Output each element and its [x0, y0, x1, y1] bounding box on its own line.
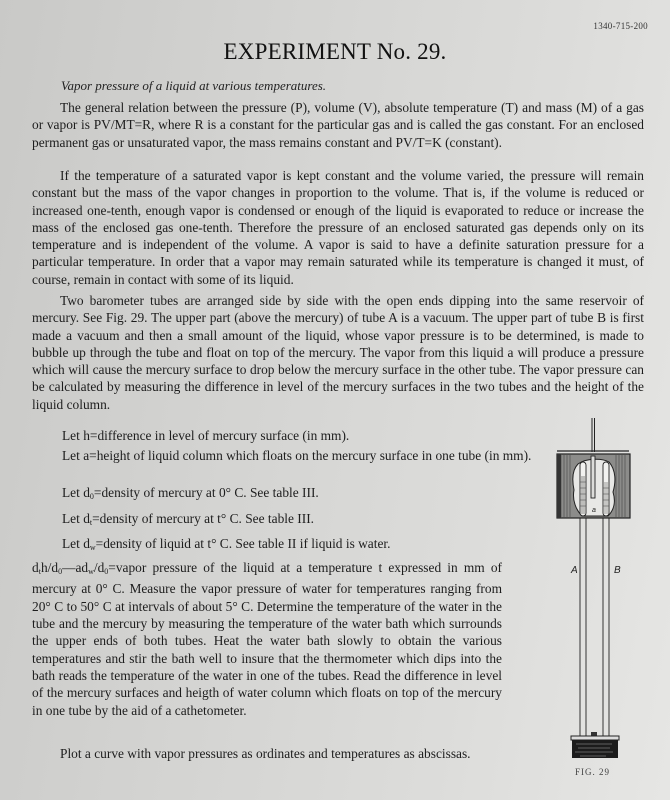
water-bath [557, 454, 630, 518]
procedure-text: =vapor pressure of the liquid at a temperature t expressed in mm of mercury at 0° C. Measure the vapor pressure of water for temperatures ranging from 20° C to 50° C at intervals of about 5° C. Determine the temperature of the water in the tube and the mercury by measuring the temperature of the water bath which surrounds the upper ends of both tubes. Heat the water bath slowly to obtain the various temperatures and stir the bath well to insure that the thermometer which dips into the bath reads the temperature of the water in one of the tubes. Read the difference in level of the mercury surfaces and heigth of water column which floats on top of the mercury in one tube by the aid of a cathetometer. [32, 560, 502, 718]
definition-text: =height of liquid column which floats on the mercury surface in one tube (in mm). [89, 448, 532, 463]
definition-prefix: Let h [62, 428, 90, 443]
definition-text: =density of liquid at t° C. See table II if liquid is water. [95, 536, 391, 551]
definition-prefix: Let d [62, 536, 90, 551]
definition-a [62, 447, 544, 464]
definition-dt [62, 510, 544, 531]
definition-prefix: Let a [62, 448, 90, 463]
definition-text: =density of mercury at 0° C. See table III. [93, 485, 319, 500]
vapor-pressure-formula: $d_th/d_0—ad_w/d_0$ [32, 560, 109, 576]
figure-caption: FIG. 29 [575, 767, 611, 777]
paragraph-plot-instruction: Plot a curve with vapor pressures as ordinates and temperatures as abscissas. [60, 746, 471, 761]
definition-subscript: 0 [89, 492, 94, 501]
barometer-tubes [580, 518, 609, 736]
thermometer-rod [592, 418, 595, 452]
definition-prefix: Let d [62, 485, 90, 500]
paragraph-procedure [32, 559, 502, 719]
liquid-label-a: a [592, 507, 596, 514]
definition-h [62, 427, 544, 444]
tube-label-a: A [571, 565, 578, 576]
experiment-title: EXPERIMENT No. 29. [223, 39, 447, 64]
mercury-reservoir [571, 732, 619, 758]
definition-subscript: t [89, 518, 93, 527]
paragraph-gas-relation: The general relation between the pressure (P), volume (V), absolute temperature (T) and mass (M) of a gas or vapor is PV/MT=R, where R is a constant for the particular gas and is called the gas constant. For an enclosed permanent gas or unsaturated vapor, the mass remains constant and PV/T=K (constant). [32, 100, 644, 150]
barometer-figure [536, 418, 656, 758]
paragraph-barometer-tubes: Two barometer tubes are arranged side by side with the open ends dipping into the same reservoir of mercury. See Fig. 29. The upper part (above the mercury) of tube A is a vacuum. The upper part of tube B is first made a vacuum and then a small amount of the liquid, whose vapor pressure is to be determined, is made to bubble up through the tube and float on top of the mercury. The vapor from this liquid a will produce a pressure which will cause the mercury surface to drop below the mercury surface in the other tube. The vapor pressure can be calculated by measuring the difference in level of the mercury surfaces in the two tubes and the height of the liquid column. [32, 293, 644, 412]
tube-label-b: B [614, 565, 621, 576]
document-number: 1340-715-200 [593, 21, 648, 31]
experiment-subtitle: Vapor pressure of a liquid at various temperatures. [61, 78, 327, 93]
definition-text: =density of mercury at t° C. See table III. [92, 511, 315, 526]
definition-prefix: Let d [62, 511, 90, 526]
definition-subscript: w [89, 543, 96, 552]
definition-d0 [62, 484, 544, 505]
paragraph-saturated-vapor: If the temperature of a saturated vapor is kept constant and the volume varied, the pressure will remain constant but the mass of the vapor changes in proportion to the volume. That is, if the volume is reduced or increased one-tenth, enough vapor is condensed or enough of the liquid is evaporated to reduce or increase the mass of the enclosed gas one-tenth. Therefore the pressure of an enclosed saturated gas depends only on its temperature and is independent of the volume. A vapor is said to have a definite saturation pressure for a particular temperature. In order that a vapor may remain saturated while its temperature is changed it must, of course, remain in contact with some of its liquid. [32, 168, 644, 287]
definition-dw [62, 535, 544, 556]
definition-text: =difference in level of mercury surface (in mm). [89, 428, 350, 443]
